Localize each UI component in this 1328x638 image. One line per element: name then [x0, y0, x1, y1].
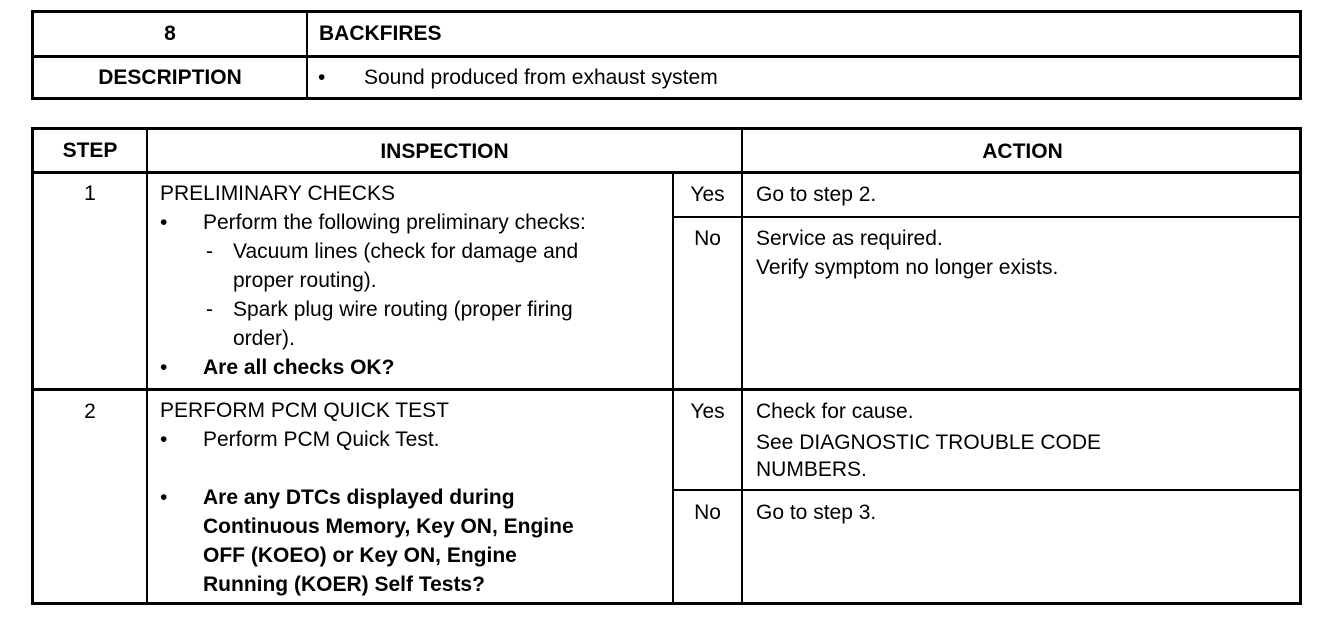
step1-sub1-line1: Vacuum lines (check for damage and: [233, 240, 579, 263]
step1-no-action-line2: Verify symptom no longer exists.: [756, 256, 1059, 279]
step1-title: PRELIMINARY CHECKS: [160, 182, 395, 205]
inspection-column-header: INSPECTION: [380, 140, 509, 163]
step1-sub2-line2: order).: [233, 327, 295, 350]
description-bullet: •: [318, 66, 326, 89]
step1-sub2-line1: Spark plug wire routing (proper firing: [233, 298, 573, 321]
step1-bullet1-marker: •: [160, 211, 168, 234]
action-column-header: ACTION: [982, 140, 1063, 163]
step1-yes-label: Yes: [690, 183, 725, 206]
step2-question-line4: Running (KOER) Self Tests?: [203, 573, 485, 596]
symptom-header-table: [31, 10, 1302, 100]
action-column-divider: [741, 130, 743, 602]
step2-yes-action-line2: See DIAGNOSTIC TROUBLE CODE: [756, 431, 1102, 454]
step1-yes-no-divider: [672, 216, 1299, 218]
step1-sub1-line2: proper routing).: [233, 269, 377, 292]
step1-question: Are all checks OK?: [203, 356, 395, 379]
step-column-divider: [146, 130, 148, 602]
step1-bullet1-text: Perform the following preliminary checks:: [203, 211, 586, 234]
header-row-bottom-line: [34, 171, 1299, 174]
step1-yes-action: Go to step 2.: [756, 183, 877, 206]
step2-question-line3: OFF (KOEO) or Key ON, Engine: [203, 544, 517, 567]
step2-question-line2: Continuous Memory, Key ON, Engine: [203, 515, 574, 538]
step2-no-label: No: [694, 501, 721, 524]
step2-no-action: Go to step 3.: [756, 501, 877, 524]
step2-yes-label: Yes: [690, 400, 725, 423]
step2-yes-no-divider: [672, 489, 1299, 491]
step2-yes-action-line3: NUMBERS.: [756, 458, 867, 481]
step-divider: [34, 388, 1299, 391]
step2-yes-action-line1: Check for cause.: [756, 400, 914, 423]
step2-question-line1: Are any DTCs displayed during: [203, 486, 515, 509]
diagnostic-steps-table: [31, 127, 1302, 605]
header-row-divider: [34, 55, 1299, 58]
step1-sub2-dash: -: [206, 298, 213, 321]
step1-no-action-line1: Service as required.: [756, 227, 943, 250]
symptom-title: BACKFIRES: [319, 22, 442, 45]
description-label: DESCRIPTION: [98, 66, 242, 89]
step1-sub1-dash: -: [206, 240, 213, 263]
step-column-header: STEP: [62, 139, 118, 162]
step1-no-label: No: [694, 227, 721, 250]
step2-title: PERFORM PCM QUICK TEST: [160, 399, 449, 422]
step2-bullet1-marker: •: [160, 428, 168, 451]
symptom-number: 8: [164, 22, 176, 45]
description-text: Sound produced from exhaust system: [364, 66, 718, 89]
step1-number: 1: [84, 182, 96, 205]
step1-question-marker: •: [160, 356, 168, 379]
step2-number: 2: [84, 400, 96, 423]
step2-question-marker: •: [160, 486, 168, 509]
step2-bullet1-text: Perform PCM Quick Test.: [203, 428, 440, 451]
